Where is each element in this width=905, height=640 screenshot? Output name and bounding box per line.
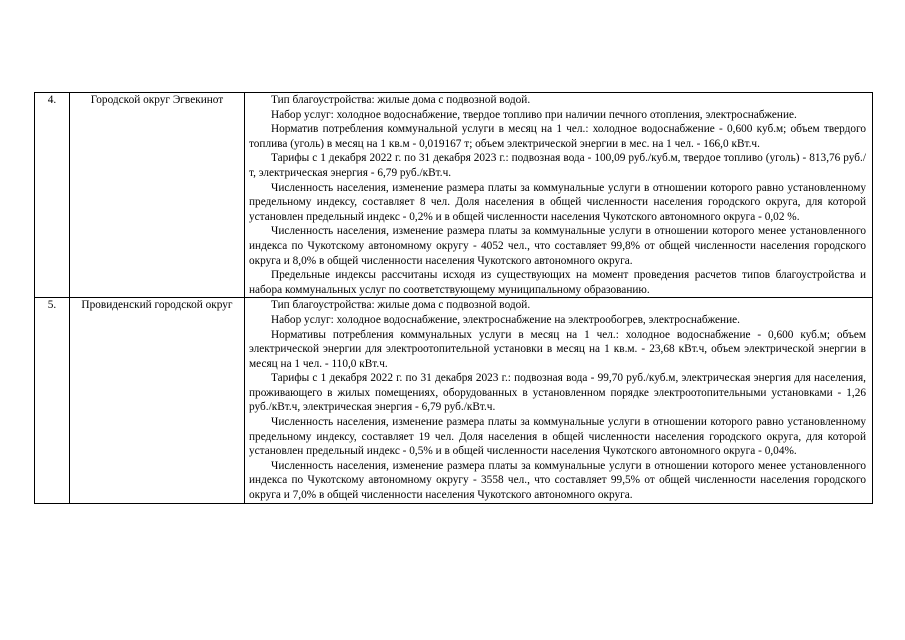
row-number-text: 5. [47,299,57,312]
municipality-name-text: Городской округ Эгвекинот [90,94,224,106]
paragraph: Численность населения, изменение размера платы за коммунальные услуги в отношении которого менее установленного индекса по Чукотскому автономному округу - 4052 чел., что составляет 99,8% от общей численности населения городского округа и 8,0% в общей численности населения Чукотского автономного округа. [249,225,866,267]
paragraph: Норматив потребления коммунальной услуги в месяц на 1 чел.: холодное водоснабжение - 0,600 куб.м; объем твердого топлива (уголь) в месяц на 1 кв.м - 0,019167 т; объем электрической энергии в мес. на 1 чел. - 166,0 кВт.ч. [249,123,866,150]
description-cell [245,298,873,503]
municipality-name [70,298,245,503]
municipality-name [70,93,245,298]
paragraph: Тарифы с 1 декабря 2022 г. по 31 декабря 2023 г.: подвозная вода - 99,70 руб./куб.м, электрическая энергия для населения, проживающего в жилых помещениях, оборудованных в установленном порядке электроотопительными установками - 1,26 руб./кВт.ч, электрическая энергия - 6,79 руб./кВт.ч. [249,372,866,414]
paragraph: Предельные индексы рассчитаны исходя из существующих на момент проведения расчетов типов благоустройства и набора коммунальных услуг по соответствующему муниципальному образованию. [249,269,866,296]
indices-table [34,92,873,504]
row-number-text: 4. [47,94,57,106]
row-number [35,93,70,298]
paragraph: Численность населения, изменение размера платы за коммунальные услуги в отношении которого равно установленному предельному индексу, составляет 8 чел. Доля населения в общей численности населения городского округа, для которой установлен предельный индекс - 0,2% и в общей численности населения Чукотского автономного округа - 0,02 %. [249,181,866,223]
row-number [35,298,70,503]
paragraph: Тарифы с 1 декабря 2022 г. по 31 декабря 2023 г.: подвозная вода - 100,09 руб./куб.м, твердое топливо (уголь) - 813,76 руб./т, электрическая энергия - 6,79 руб./кВт.ч. [249,152,866,179]
paragraph: Набор услуг: холодное водоснабжение, твердое топливо при наличии печного отопления, электроснабжение. [271,108,797,121]
paragraph: Нормативы потребления коммунальных услуги в месяц на 1 чел.: холодное водоснабжение - 0,600 куб.м; объем электрической энергии для электроотопительной установки в месяц на 1 кв.м. - 23,68 кВт.ч, объем электрической энергии в месяц на 1 чел. - 110,0 кВт.ч. [249,328,866,370]
paragraph: Набор услуг: холодное водоснабжение, электроснабжение на электрообогрев, электроснабжение. [271,313,740,326]
paragraph: Численность населения, изменение размера платы за коммунальные услуги в отношении которого равно установленному предельному индексу, составляет 19 чел. Доля населения в общей численности населения городского округа, для которой установлен предельный индекс - 0,5% и в общей численности населения Чукотского автономного округа - 0,04%. [249,416,866,458]
paragraph: Тип благоустройства: жилые дома с подвозной водой. [271,299,531,312]
municipality-name-text: Провиденский городской округ [81,299,233,312]
table-row [35,93,873,298]
paragraph: Тип благоустройства: жилые дома с подвозной водой. [271,94,531,106]
table-row [35,298,873,503]
description-cell [245,93,873,298]
paragraph: Численность населения, изменение размера платы за коммунальные услуги в отношении которого менее установленного индекса по Чукотскому автономному округу - 3558 чел., что составляет 99,5% от общей численности населения городского округа и 7,0% в общей численности населения Чукотского автономного округа. [249,459,866,502]
